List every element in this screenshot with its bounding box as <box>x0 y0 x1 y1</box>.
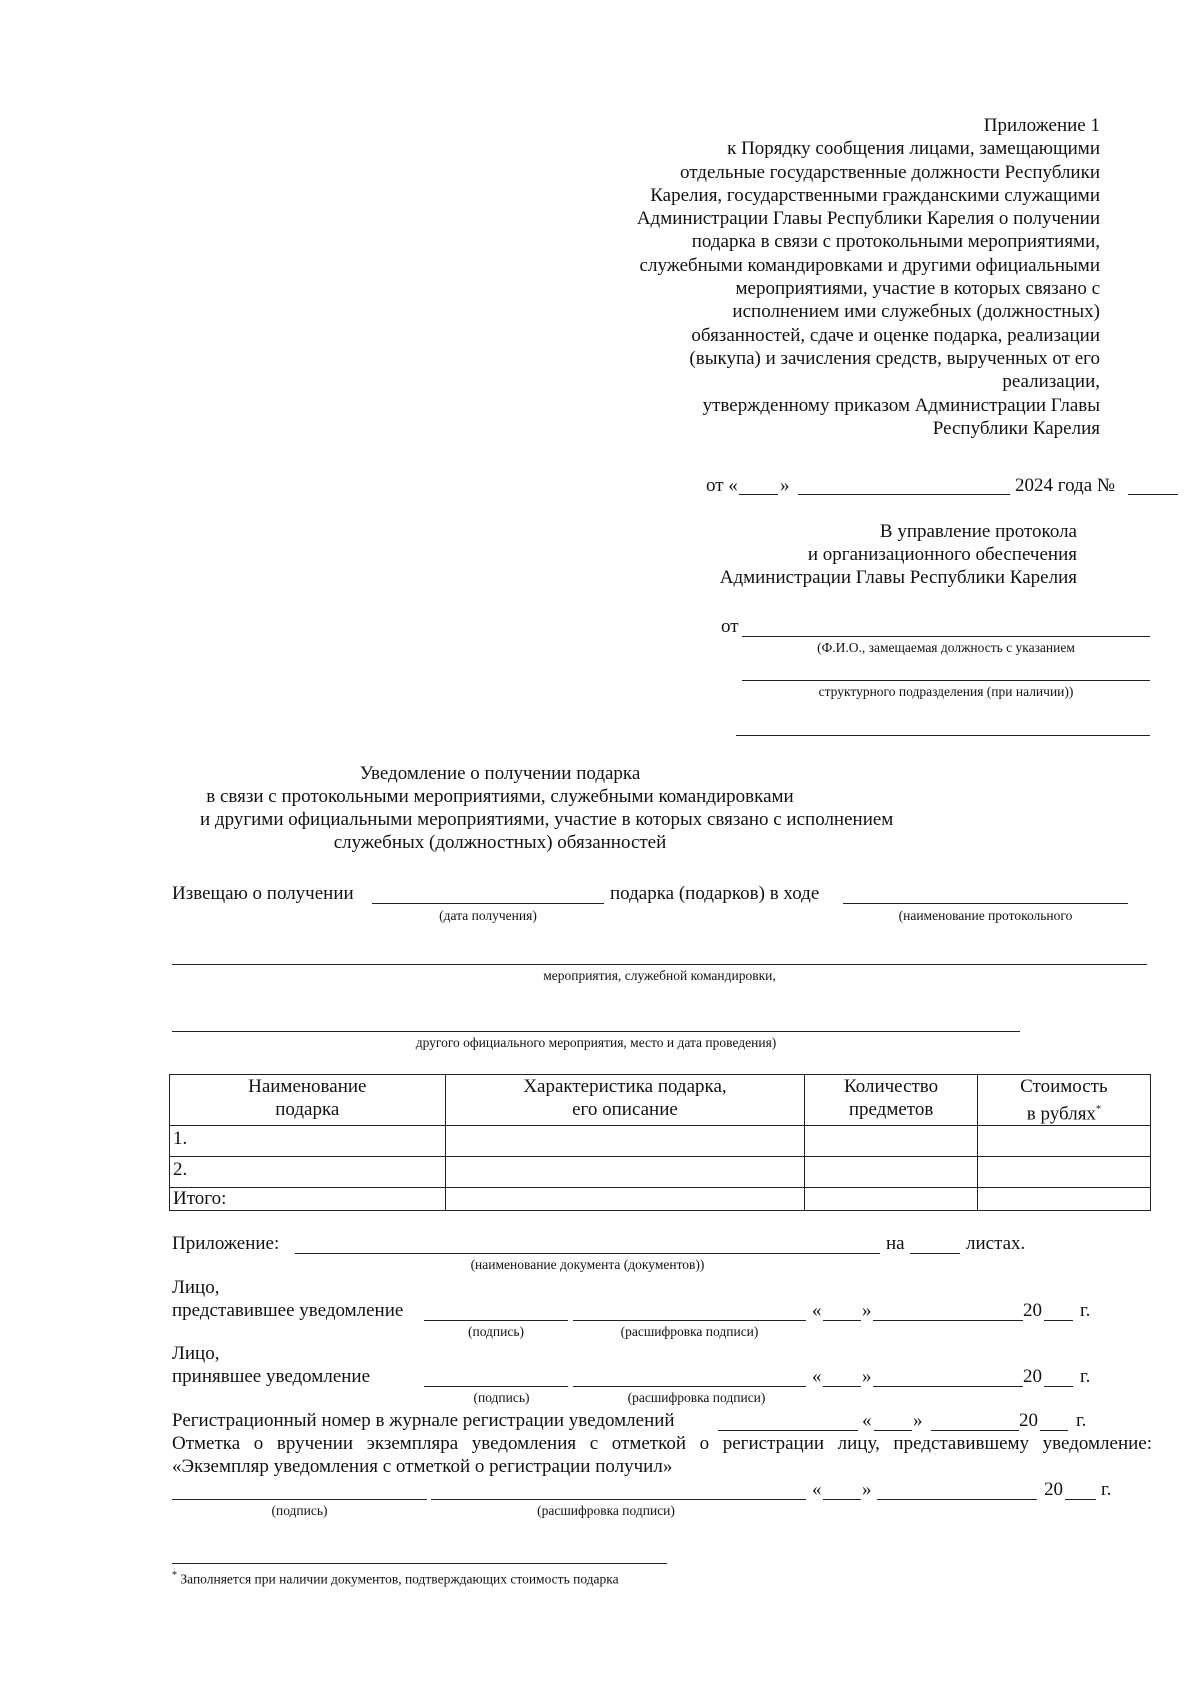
from-hint-2: структурного подразделения (при наличии)) <box>818 684 1074 699</box>
delivery-text-2: «Экземпляр уведомления с отметкой о регистрации получил» <box>172 1456 673 1477</box>
event-field-2[interactable] <box>172 964 1147 965</box>
appendix-line: (выкупа) и зачисления средств, вырученных от его <box>689 347 1100 369</box>
row-number[interactable]: 2. <box>170 1157 446 1188</box>
table-cell[interactable] <box>805 1126 977 1157</box>
appendix-line: Карелия, государственными гражданскими служащими <box>650 184 1100 206</box>
accepted-line-2: принявшее уведомление <box>172 1366 371 1387</box>
submitted-year-suffix: г. <box>1080 1300 1091 1321</box>
header-gift-name <box>170 1075 446 1126</box>
submitted-quote-open: « <box>812 1300 822 1321</box>
appendix-line: утвержденному приказом Администрации Главы <box>702 394 1100 416</box>
submitted-line-1: Лицо, <box>172 1277 220 1298</box>
registration-day-field[interactable] <box>874 1430 912 1431</box>
appendix-line: Приложение 1 <box>983 115 1100 136</box>
from-hint-1: (Ф.И.О., замещаемая должность с указанием <box>817 640 1075 655</box>
appendix-line: реализации, <box>1002 371 1100 393</box>
accepted-quote-close: » <box>862 1366 872 1387</box>
accepted-line-1: Лицо, <box>172 1343 220 1364</box>
delivery-quote-close: » <box>862 1479 872 1500</box>
receipt-date-hint: (дата получения) <box>439 908 537 923</box>
accepted-year-prefix: 20 <box>1023 1366 1042 1387</box>
from-label: от <box>721 616 739 637</box>
addressee-block <box>720 520 1077 589</box>
delivery-year-prefix: 20 <box>1044 1479 1063 1500</box>
header-quantity <box>805 1075 977 1126</box>
title-sub: и другими официальными мероприятиями, участие в которых связано с исполнением <box>200 809 894 830</box>
order-number-field[interactable] <box>1128 494 1178 495</box>
table-cell[interactable] <box>445 1126 805 1157</box>
appendix-line: Республики Карелия <box>932 417 1100 439</box>
footnote-mark: * <box>172 1570 177 1581</box>
delivery-year-suffix: г. <box>1101 1479 1112 1500</box>
registration-quote-close: » <box>913 1410 923 1431</box>
registration-number-field[interactable] <box>718 1430 858 1431</box>
total-label: Итого: <box>170 1188 446 1211</box>
header-text: его описание <box>572 1099 678 1120</box>
attachment-label: Приложение: <box>172 1233 280 1254</box>
submitted-day-field[interactable] <box>823 1320 861 1321</box>
accepted-year-field[interactable] <box>1044 1386 1073 1387</box>
addressee-line: и организационного обеспечения <box>807 544 1077 565</box>
event-name-field[interactable] <box>843 903 1128 904</box>
event-field-3[interactable] <box>172 1031 1020 1032</box>
from-field-3[interactable] <box>736 735 1150 736</box>
header-text: в рублях <box>1026 1103 1096 1125</box>
title-main: Уведомление о получении подарка <box>359 763 641 784</box>
registration-year-suffix: г. <box>1076 1410 1087 1431</box>
table-cell[interactable] <box>805 1188 977 1211</box>
attachment-on: на <box>886 1233 905 1254</box>
order-month-field[interactable] <box>798 494 1010 495</box>
appendix-line: Администрации Главы Республики Карелия о получении <box>636 208 1100 230</box>
header-gift-description <box>445 1075 805 1126</box>
from-field[interactable] <box>742 636 1150 637</box>
order-day-field[interactable] <box>739 494 778 495</box>
title-sub: служебных (должностных) обязанностей <box>333 832 667 853</box>
registration-quote-open: « <box>862 1410 872 1431</box>
table-cell[interactable] <box>805 1157 977 1188</box>
submitted-sign-field[interactable] <box>424 1320 568 1321</box>
notice-text-1: Извещаю о получении <box>172 883 354 904</box>
submitted-decode-field[interactable] <box>573 1320 806 1321</box>
table-row <box>170 1157 1151 1188</box>
accepted-decode-field[interactable] <box>573 1386 806 1387</box>
table-header-row <box>170 1075 1151 1126</box>
order-date-prefix: от « <box>706 475 738 496</box>
attachment-sheets-field[interactable] <box>910 1253 960 1254</box>
header-text: подарка <box>275 1099 340 1120</box>
submitted-month-field[interactable] <box>873 1320 1023 1321</box>
submitted-year-field[interactable] <box>1044 1320 1073 1321</box>
from-field-2[interactable] <box>742 680 1150 681</box>
appendix-header <box>540 114 1100 440</box>
attachment-hint: (наименование документа (документов)) <box>470 1257 705 1272</box>
header-cost <box>977 1075 1150 1126</box>
gifts-table <box>169 1074 1151 1211</box>
submitted-quote-close: » <box>862 1300 872 1321</box>
accepted-day-field[interactable] <box>823 1386 861 1387</box>
header-text: Стоимость <box>1020 1076 1108 1097</box>
registration-text: Регистрационный номер в журнале регистрации уведомлений <box>172 1410 675 1431</box>
delivery-decode-hint: (расшифровка подписи) <box>537 1503 675 1518</box>
addressee-line: Администрации Главы Республики Карелия <box>719 567 1077 588</box>
delivery-day-field[interactable] <box>823 1499 861 1500</box>
footnote <box>172 1568 619 1588</box>
appendix-line: к Порядку сообщения лицами, замещающими <box>727 138 1100 160</box>
notice-text-2: подарка (подарков) в ходе <box>610 883 820 904</box>
delivery-decode-field[interactable] <box>431 1499 806 1500</box>
row-number[interactable]: 1. <box>170 1126 446 1157</box>
delivery-quote-open: « <box>812 1479 822 1500</box>
appendix-line: отдельные государственные должности Республики <box>680 161 1100 183</box>
order-year-label: 2024 года № <box>1015 475 1116 496</box>
event-hint-3: другого официального мероприятия, место и дата проведения) <box>415 1035 777 1050</box>
table-cell[interactable] <box>445 1188 805 1211</box>
table-cell[interactable] <box>977 1188 1150 1211</box>
header-text: предметов <box>848 1099 934 1120</box>
appendix-line: обязанностей, сдаче и оценке подарка, реализации <box>691 324 1100 346</box>
header-text: Количество <box>843 1076 939 1097</box>
event-name-hint: (наименование протокольного <box>898 908 1073 923</box>
registration-year-prefix: 20 <box>1019 1410 1038 1431</box>
header-text: Наименование <box>248 1076 367 1097</box>
appendix-line: служебными командировками и другими официальными <box>639 254 1100 276</box>
delivery-year-field[interactable] <box>1065 1499 1096 1500</box>
footnote-text: Заполняется при наличии документов, подтверждающих стоимость подарка <box>180 1571 619 1587</box>
accepted-decode-hint: (расшифровка подписи) <box>627 1390 766 1405</box>
table-row <box>170 1126 1151 1157</box>
title-sub: в связи с протокольными мероприятиями, служебными командировками <box>206 786 794 807</box>
footnote-separator <box>172 1563 667 1564</box>
submitted-sign-hint: (подпись) <box>467 1324 525 1339</box>
attachment-sheets: листах. <box>966 1233 1026 1254</box>
appendix-line: исполнением ими служебных (должностных) <box>732 301 1100 323</box>
registration-month-field[interactable] <box>931 1430 1019 1431</box>
notice-title <box>200 762 894 854</box>
delivery-sign-hint: (подпись) <box>271 1503 328 1518</box>
delivery-sign-field[interactable] <box>172 1499 427 1500</box>
event-hint-2: мероприятия, служебной командировки, <box>543 968 776 983</box>
order-date-mid: » <box>780 475 790 496</box>
table-cell[interactable] <box>977 1157 1150 1188</box>
table-cell[interactable] <box>977 1126 1150 1157</box>
delivery-text-1: Отметка о вручении экземпляра уведомления с отметкой о регистрации лицу, представившему уведомление: <box>172 1433 1152 1454</box>
accepted-sign-hint: (подпись) <box>473 1390 530 1405</box>
submitted-line-2: представившее уведомление <box>172 1300 404 1321</box>
addressee-line: В управление протокола <box>879 521 1077 542</box>
registration-year-field[interactable] <box>1040 1430 1068 1431</box>
accepted-sign-field[interactable] <box>424 1386 568 1387</box>
receipt-date-field[interactable] <box>372 903 604 904</box>
table-total-row <box>170 1188 1151 1211</box>
appendix-line: мероприятиями, участие в которых связано с <box>735 278 1100 300</box>
accepted-month-field[interactable] <box>873 1386 1023 1387</box>
submitted-year-prefix: 20 <box>1023 1300 1042 1321</box>
table-cell[interactable] <box>445 1157 805 1188</box>
footnote-mark: * <box>1095 1104 1101 1115</box>
accepted-quote-open: « <box>812 1366 822 1387</box>
appendix-line: подарка в связи с протокольными мероприятиями, <box>691 231 1100 253</box>
header-text: Характеристика подарка, <box>523 1076 727 1097</box>
delivery-month-field[interactable] <box>877 1499 1037 1500</box>
accepted-year-suffix: г. <box>1080 1366 1091 1387</box>
attachment-field[interactable] <box>295 1253 880 1254</box>
submitted-decode-hint: (расшифровка подписи) <box>620 1324 759 1339</box>
